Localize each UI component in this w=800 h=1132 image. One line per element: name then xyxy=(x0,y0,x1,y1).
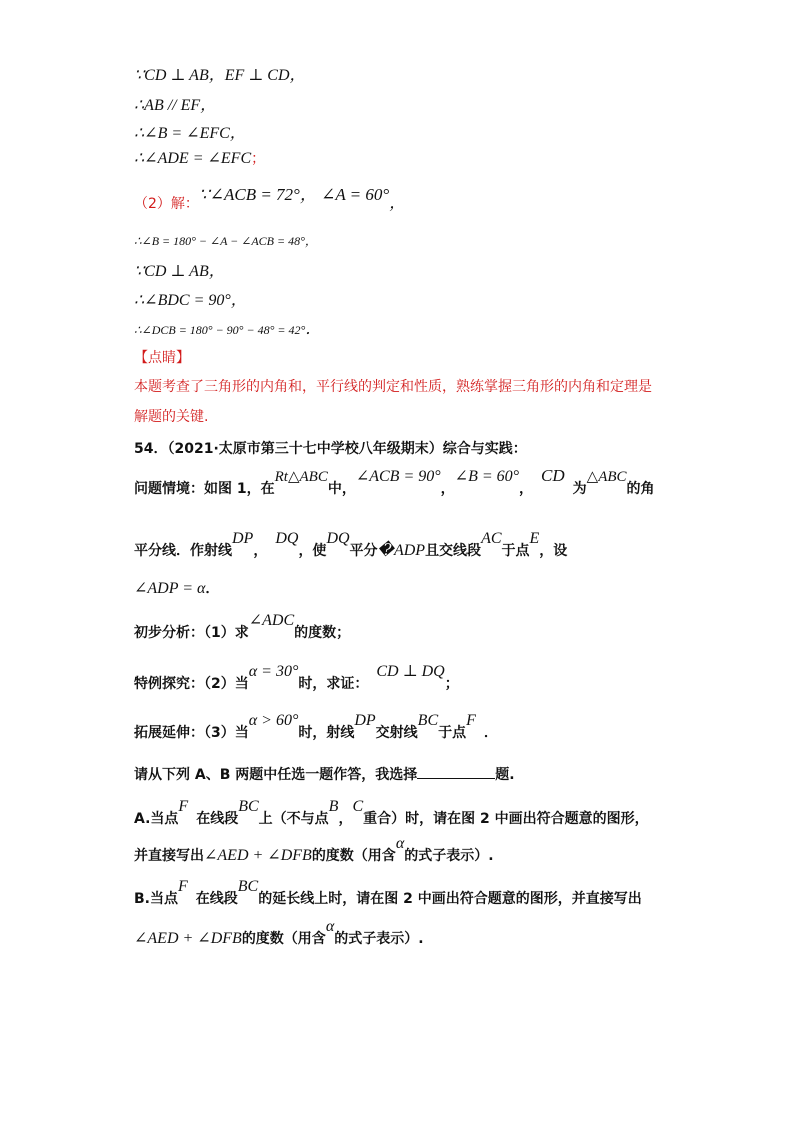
q54-b2-alpha: α xyxy=(325,918,335,935)
q54-header: 54．（2021·太原市第三十七中学校八年级期末）综合与实践： xyxy=(134,441,527,457)
q54-sit-rt: Rt△ABC xyxy=(274,469,328,485)
q54-p1-text-a: 初步分析：（1）求 xyxy=(134,625,249,641)
q54-bis-dq2: DQ xyxy=(326,530,350,547)
q54-p3-text-b: 时，射线 xyxy=(298,725,355,741)
proof-line-1: ∵CD ⊥ AB，EF ⊥ CD， xyxy=(134,67,306,84)
q54-p2-text-a: 特例探究：（2）当 xyxy=(134,676,249,692)
q54-a2-text-c: 的式子表示）. xyxy=(404,848,494,864)
part2-step-4-end: ． xyxy=(305,321,322,338)
q54-sit-text-a: 问题情境：如图 1，在 xyxy=(134,481,275,497)
q54-a-b: B xyxy=(328,798,339,815)
q54-sit-text-b: 中， xyxy=(327,481,356,497)
q54-sit-text-f: 的角 xyxy=(626,481,655,497)
q54-b-text-a: B.当点 xyxy=(134,891,178,907)
q54-choose-text-a: 请从下列 A、B 两题中任选一题作答，我选择 xyxy=(134,767,418,783)
q54-sit-cd: CD xyxy=(541,466,565,485)
q54-option-b-2 xyxy=(134,918,424,948)
q54-a-text-d: ， xyxy=(338,811,353,827)
part2-given-line xyxy=(134,180,406,212)
part2-step-2: ∵CD ⊥ AB， xyxy=(134,263,225,280)
dianjing-text-2: 解题的关键. xyxy=(134,409,209,425)
q54-bis-text-a: 平分线．作射线 xyxy=(134,543,232,559)
q54-b2-text-c: 的式子表示）. xyxy=(334,931,424,947)
q54-choose-blank[interactable] xyxy=(417,766,495,779)
q54-bis-text-f: 于点 xyxy=(501,543,530,559)
part2-given: ∵∠ACB = 72°， ∠A = 60° xyxy=(198,185,390,204)
q54-a-bc: BC xyxy=(238,798,259,815)
q54-p2-alpha: α = 30° xyxy=(248,663,299,680)
q54-bis-e: E xyxy=(529,530,540,547)
q54-bis-adp: �ADP xyxy=(377,542,426,559)
q54-a-text-e: 重合）时，请在图 2 中画出符合题意的图形， xyxy=(363,811,649,827)
proof-line-2: ∴AB // EF， xyxy=(134,97,217,114)
q54-b2-expr: ∠AED + ∠DFB xyxy=(134,930,242,947)
part2-step-4 xyxy=(134,316,321,339)
q54-p3-f: F xyxy=(466,712,476,729)
q54-bis-text-e: 且交线段 xyxy=(425,543,482,559)
q54-p3-text-a: 拓展延伸：（3）当 xyxy=(134,725,249,741)
q54-part2 xyxy=(134,663,459,693)
q54-sit-text-d: ， xyxy=(519,481,534,497)
q54-p2-text-b: 时，求证： xyxy=(298,676,369,692)
q54-a2-text-a: 并直接写出 xyxy=(134,848,204,864)
q54-bis-text-d: 平分 xyxy=(349,543,378,559)
proof-line-4-end: ； xyxy=(251,151,266,167)
q54-p3-bc: BC xyxy=(417,712,439,729)
q54-choose xyxy=(134,764,515,784)
q54-a-text-a: A.当点 xyxy=(134,811,179,827)
q54-sit-text-e: 为 xyxy=(572,481,587,497)
q54-p3-dp: DP xyxy=(354,712,376,729)
q54-option-b xyxy=(134,878,642,908)
q54-p1-adc: ∠ADC xyxy=(248,612,295,629)
q54-p3-alpha: α > 60° xyxy=(248,712,299,729)
proof-line-3: ∴∠B = ∠EFC， xyxy=(134,125,246,142)
q54-a2-alpha: α xyxy=(395,835,405,852)
q54-a2-expr: ∠AED + ∠DFB xyxy=(204,847,312,864)
q54-a2-text-b: 的度数（用含 xyxy=(311,848,396,864)
part2-label: （2）解： xyxy=(134,196,199,212)
q54-alpha-end: ． xyxy=(205,581,220,597)
q54-bis-ac: AC xyxy=(481,530,502,547)
q54-alpha-expr: ∠ADP = α xyxy=(134,580,206,597)
q54-b-bc: BC xyxy=(237,878,259,895)
q54-alpha-def xyxy=(134,578,219,598)
q54-part3 xyxy=(134,712,498,742)
proof-line-4-text: ∴∠ADE = ∠EFC xyxy=(134,150,252,167)
q54-bis-dq: DQ xyxy=(275,530,299,547)
dianjing-text-1: 本题考查了三角形的内角和，平行线的判定和性质，熟练掌握三角形的内角和定理是 xyxy=(134,379,652,395)
q54-sit-bang: ∠B = 60° xyxy=(454,468,520,485)
q54-p3-text-e: ． xyxy=(483,725,498,741)
q54-bis-dp: DP xyxy=(232,530,254,547)
q54-option-a-2 xyxy=(134,835,494,865)
q54-p3-text-c: 交射线 xyxy=(375,725,418,741)
q54-b-text-c: 的延长线上时，请在图 2 中画出符合题意的图形，并直接写出 xyxy=(258,891,642,907)
q54-bis-text-b: ， xyxy=(253,543,268,559)
part2-step-1: ∴∠B = 180° − ∠A − ∠ACB = 48°， xyxy=(134,234,317,248)
part2-step-3: ∴∠BDC = 90°， xyxy=(134,292,247,309)
q54-bis-text-g: ，设 xyxy=(539,543,568,559)
q54-b-text-b: 在线段 xyxy=(195,891,238,907)
q54-choose-text-b: 题. xyxy=(495,767,515,783)
part2-step-4-text: ∴∠DCB = 180° − 90° − 48° = 42° xyxy=(134,323,306,337)
proof-line-4 xyxy=(134,148,265,168)
q54-sit-abc: △ABC xyxy=(586,469,627,485)
dianjing-title: 【点睛】 xyxy=(134,350,190,366)
q54-sit-acb: ∠ACB = 90° xyxy=(355,468,441,485)
q54-part1 xyxy=(134,612,351,642)
q54-a-text-c: 上（不与点 xyxy=(258,811,329,827)
q54-bisector xyxy=(134,530,568,560)
q54-a-c: C xyxy=(352,798,364,815)
q54-situation xyxy=(134,466,655,498)
q54-p1-text-b: 的度数； xyxy=(294,625,351,641)
q54-p2-perp: CD ⊥ DQ xyxy=(376,663,445,680)
q54-b2-text-b: 的度数（用含 xyxy=(241,931,326,947)
q54-a-text-b: 在线段 xyxy=(196,811,239,827)
q54-p2-text-c: ； xyxy=(444,676,459,692)
q54-bis-text-c: ，使 xyxy=(298,543,327,559)
part2-given-end: ， xyxy=(389,195,406,212)
q54-option-a xyxy=(134,798,649,828)
q54-a-f: F xyxy=(178,798,189,815)
q54-b-f: F xyxy=(178,878,188,895)
q54-sit-text-c: ， xyxy=(440,481,455,497)
q54-p3-text-d: 于点 xyxy=(438,725,467,741)
